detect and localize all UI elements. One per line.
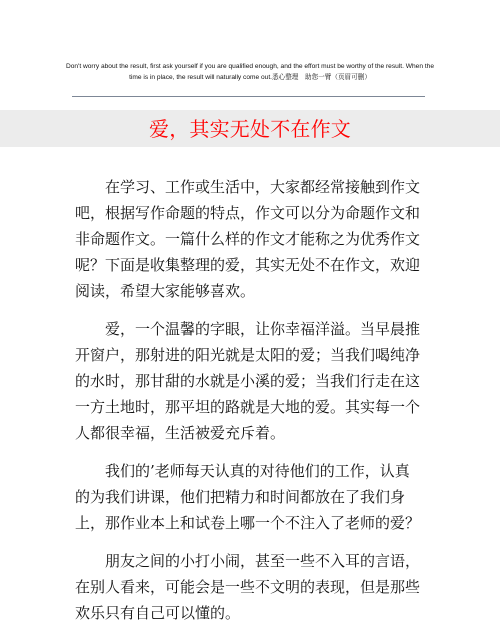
title-band [0, 110, 500, 147]
article-paragraph: 爱，一个温馨的字眼，让你幸福洋溢。当早晨推开窗户，那射进的阳光就是太阳的爱；当我们喝纯净的水时，那甘甜的水就是小溪的爱；当我们行走在这一方土地时，那平坦的路就是大地的爱。其实每一个人都很幸福，生活被爱充斥着。 [75, 320, 421, 442]
article-paragraph: 朋友之间的小打小闹，甚至一些不入耳的言语，在别人看来，可能会是一些不文明的表现，但是那些欢乐只有自己可以懂的。 [75, 552, 421, 622]
header-note: Don't worry about the result, first ask yourself if you are qualified enough, and the effort must be worthy of the result. When the time is in place, the result will naturally come out.悉心整理 助您一臂（页眉可删） [65, 63, 435, 81]
article-title: 爱，其实无处不在作文 [149, 116, 351, 141]
header-rule [72, 96, 425, 97]
article-paragraph: 在学习、工作或生活中，大家都经常接触到作文吧，根据写作命题的特点，作文可以分为命题作文和非命题作文。一篇什么样的作文才能称之为优秀作文呢？下面是收集整理的爱，其实无处不在作文，欢迎阅读，希望大家能够喜欢。 [75, 178, 421, 300]
article-paragraph: 我们的’老师每天认真的对待他们的工作，认真的为我们讲课，他们把精力和时间都放在了我们身上，那作业本上和试卷上哪一个不注入了老师的爱？ [75, 462, 421, 532]
article-body [75, 174, 423, 638]
